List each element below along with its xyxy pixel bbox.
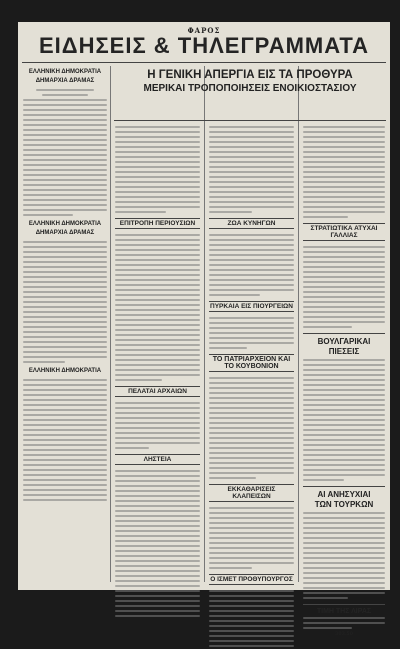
article-text [209,124,294,215]
section-rule [303,486,385,487]
article-text [303,615,385,631]
article-heading: ΕΠΙΤΡΟΠΗ ΠΕΡΙΟΥΣΙΩΝ [115,218,200,229]
section-banner: ΕΙΔΗΣΕΙΣ & ΤΗΛΕΓΡΑΜΜΑΤΑ [38,33,370,58]
article-heading: ΕΚΚΑΘΑΡΙΣΕΙΣ ΚΛΑΠΕΙΣΩΝ [209,484,294,502]
lead-headline [114,68,386,120]
article-text [303,244,385,330]
newspaper-page [18,22,390,637]
article-text [23,87,107,218]
article-heading: ΤΟ ΠΑΤΡΙΑΡΧΕΙΟΝ ΚΑΙ ΤΟ ΚΟΥΒΟΝΙΟΝ [209,354,294,372]
article-heading: ΣΤΡΑΤΙΩΤΙΚΑ ΑΤΥΧΑΙ ΓΑΛΛΙΑΣ [303,223,385,241]
article-heading: ΠΕΛΑΤΑΙ ΑΡΧΑΙΩΝ [115,386,200,397]
article-text [115,468,200,619]
notice-heading: ΕΛΛΗΝΙΚΗ ΔΗΜΟΚΡΑΤΙΑ [28,221,102,227]
article-text [303,510,385,601]
masthead-title: ΦΑΡΟΣ [187,26,221,35]
notice-heading: ΔΗΜΑΡΧΙΑ ΔΡΑΜΑΣ [35,78,95,84]
article-text [209,232,294,298]
article-heading: Ο ΙΣΜΕΤ ΠΡΟΘΥΠΟΥΡΓΟΣ [210,576,293,583]
lead-rule [114,120,386,121]
column-4 [303,124,385,637]
notice-heading: ΕΛΛΗΝΙΚΗ ΔΗΜΟΚΡΑΤΙΑ [28,368,102,374]
notice-heading: ΔΗΜΑΡΧΙΑ ΔΡΑΜΑΣ [35,230,95,236]
article-text [209,505,294,571]
article-text [23,239,107,365]
article-text [209,588,294,649]
article-heading: ΠΥΡΚΑΙΑ ΕΙΣ ΠΙΟΥΡΓΕΙΩΝ [210,303,293,310]
article-text [303,124,385,220]
column-rule [110,66,111,582]
column-rule [298,66,299,582]
section-rule [303,604,385,605]
article-text [23,377,107,503]
lead-headline-1: Η ΓΕΝΙΚΗ ΑΠΕΡΓΙΑ ΕΙΣ ΤΑ ΠΡΟΘΥΡΑ [147,69,353,81]
lira-price-value: 303.50 [335,631,353,637]
lead-headline-2: ΜΕΡΙΚΑΙ ΤΡΟΠΟΠΟΙΗΣΕΙΣ ΕΝΟΙΚΙΟΣΤΑΣΙΟΥ [143,83,357,94]
lira-price-heading: ΤΙΜΗ ΤΗΣ ΛΙΡΑΣ [316,608,372,615]
column-3 [209,124,294,584]
article-headline: ΒΟΥΛΓΑΡΙΚΑΙ ΠΙΕΣΕΙΣ [317,337,371,356]
section-rule [303,333,385,334]
article-text [303,357,385,483]
article-headline: ΤΩΝ ΤΟΥΡΚΩΝ [314,500,374,509]
column-2 [115,124,200,584]
column-1 [23,66,107,584]
article-text [115,232,200,383]
article-text [115,400,200,451]
article-heading: ΛΗΣΤΕΙΑ [115,454,200,465]
article-text [115,124,200,215]
notice-heading: ΕΛΛΗΝΙΚΗ ΔΗΜΟΚΡΑΤΙΑ [28,69,102,75]
column-rule [204,66,205,582]
article-text [209,375,294,481]
article-heading: ΖΩΑ ΚΥΝΗΓΩΝ [209,218,294,229]
banner-rule [22,62,386,63]
article-text [209,315,294,351]
article-headline: ΑΙ ΑΝΗΣΥΧΙΑΙ [317,490,371,499]
